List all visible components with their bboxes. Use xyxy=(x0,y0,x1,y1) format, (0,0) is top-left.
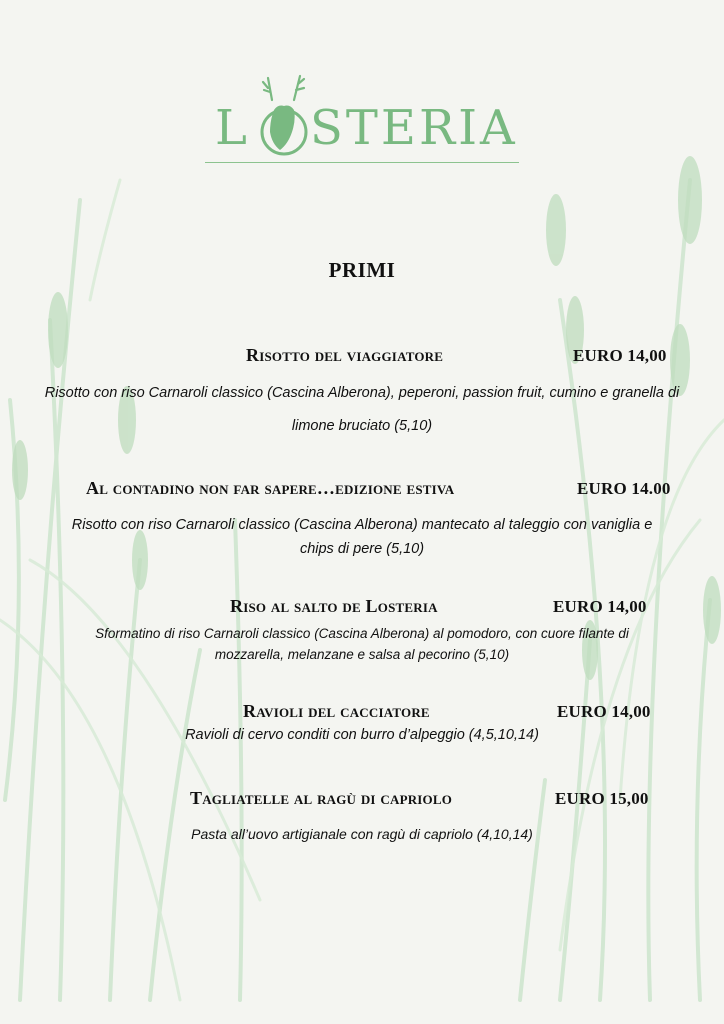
dish-price: EURO 14,00 xyxy=(553,597,647,616)
dish-description: Risotto con riso Carnaroli classico (Cascina Alberona) mantecato al taleggio con vaniglia e xyxy=(71,517,653,533)
dish-description: mozzarella, melanzane e salsa al pecorino (5,10) xyxy=(214,647,510,662)
dish-description: limone bruciato (5,10) xyxy=(291,418,433,434)
section-title: PRIMI xyxy=(328,258,396,282)
dish-price: EURO 14,00 xyxy=(557,702,651,721)
dish-name: Riso al salto de Losteria xyxy=(230,596,438,616)
dish-description: Pasta all’uovo artigianale con ragù di capriolo (4,10,14) xyxy=(191,826,533,842)
logo-letters-rest: STERIA xyxy=(310,100,518,156)
dish-description: Risotto con riso Carnaroli classico (Cascina Alberona), peperoni, passion fruit, cumino e granella di xyxy=(44,385,680,401)
deer-head-icon xyxy=(260,70,310,160)
dish-description: Sformatino di riso Carnaroli classico (Cascina Alberona) al pomodoro, con cuore filante di xyxy=(95,626,629,641)
logo-letter-l: L xyxy=(215,100,250,156)
dish-description: chips di pere (5,10) xyxy=(299,541,425,557)
logo xyxy=(205,70,519,170)
logo-underline xyxy=(205,162,519,163)
dish-name: Ravioli del cacciatore xyxy=(243,701,430,721)
dish-description: Ravioli di cervo conditi con burro d’alpeggio (4,5,10,14) xyxy=(185,727,539,743)
dish-price: EURO 14,00 xyxy=(573,346,667,365)
dish-name: Al contadino non far sapere…edizione estiva xyxy=(86,478,455,498)
dish-name: Tagliatelle al ragù di capriolo xyxy=(190,788,453,808)
dish-name: Risotto del viaggiatore xyxy=(246,345,444,365)
dish-price: EURO 15,00 xyxy=(555,789,649,808)
dish-price: EURO 14.00 xyxy=(577,479,671,498)
